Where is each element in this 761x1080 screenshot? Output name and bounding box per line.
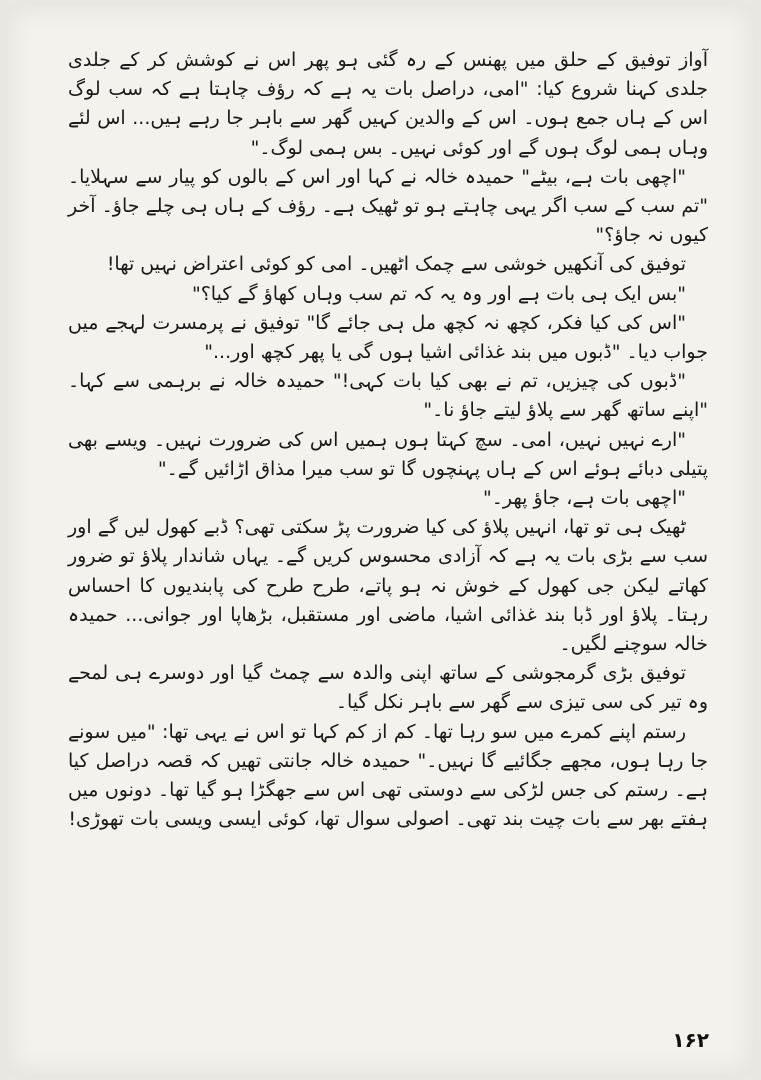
paragraph: "ڈبوں کی چیزیں، تم نے بھی کیا بات کہی!" حمیدہ خالہ نے برہمی سے کہا۔ "اپنے ساتھ گھر سے پلاؤ لیتے جاؤ نا۔" (68, 370, 708, 422)
page-number: ۱۶۲ (672, 1028, 709, 1052)
paragraph: "اچھی بات ہے، جاؤ پھر۔" (483, 487, 686, 510)
paragraph: توفیق بڑی گرمجوشی کے ساتھ اپنی والدہ سے چمٹ گیا اور دوسرے ہی لمحے وہ تیر کی سی تیزی سے گھر سے باہر نکل گیا۔ (68, 662, 708, 714)
paragraph: "اس کی کیا فکر، کچھ نہ کچھ مل ہی جائے گا" توفیق نے پرمسرت لہجے میں جواب دیا۔ "ڈبوں میں بند غذائی اشیا ہوں گی یا پھر کچھ اور..." (68, 311, 708, 364)
paragraph: آواز توفیق کے حلق میں پھنس کے رہ گئی ہو پھر اس نے کوشش کر کے جلدی جلدی کہنا شروع کیا: "امی، دراصل بات یہ ہے کہ رؤف چاہتا ہے کہ سب لوگ اس کے ہاں جمع ہوں۔ اس کے والدین کہیں گھر سے باہر جا رہے ہیں... اس لئے وہاں ہمی لوگ ہوں گے اور کوئی نہیں۔ بس ہمی لوگ۔" (68, 49, 708, 159)
paragraph: "ارے نہیں نہیں، امی۔ سچ کہتا ہوں ہمیں اس کی ضرورت نہیں۔ ویسے بھی پتیلی دبائے ہوئے اس کے ہاں پہنچوں گا تو سب میرا مذاق اڑائیں گے۔" (68, 428, 708, 480)
body-text (68, 46, 708, 834)
paragraph: "اچھی بات ہے، بیٹے" حمیدہ خالہ نے کہا اور اس کے بالوں کو پیار سے سہلایا۔ "تم سب کے سب اگر یہی چاہتے ہو تو ٹھیک ہے۔ رؤف کے ہاں ہی چلے جاؤ۔ آخر کیوں نہ جاؤ؟" (68, 165, 708, 247)
book-page (8, 6, 753, 1074)
paragraph: توفیق کی آنکھیں خوشی سے چمک اٹھیں۔ امی کو کوئی اعتراض نہیں تھا! (106, 253, 686, 276)
paragraph: ٹھیک ہی تو تھا، انہیں پلاؤ کی کیا ضرورت پڑ سکتی تھی؟ ڈبے کھول لیں گے اور سب سے بڑی بات یہ ہے کہ آزادی محسوس کریں گے۔ یہاں شاندار پلاؤ تو ضرور کھاتے لیکن جی کھول کے خوش نہ ہو پاتے، طرح طرح کی پابندیوں کا احساس رہتا۔ پلاؤ اور ڈبا بند غذائی اشیا، ماضی اور مستقبل، بڑھاپا اور جوانی... حمیدہ خالہ سوچنے لگیں۔ (68, 516, 708, 656)
paragraph: رستم اپنے کمرے میں سو رہا تھا۔ کم از کم کہا تو اس نے یہی تھا: "میں سونے جا رہا ہوں، مجھے جگائیے گا نہیں۔" حمیدہ خالہ جانتی تھیں کہ قصہ دراصل کیا ہے۔ رستم کی جس لڑکی سے دوستی تھی اس سے جھگڑا ہو گیا تھا۔ دونوں میں ہفتے بھر سے بات چیت بند تھی۔ اصولی سوال تھا، کوئی ایسی ویسی بات تھوڑی! (68, 720, 708, 831)
paragraph: "بس ایک ہی بات ہے اور وہ یہ کہ تم سب وہاں کھاؤ گے کیا؟" (191, 282, 686, 305)
